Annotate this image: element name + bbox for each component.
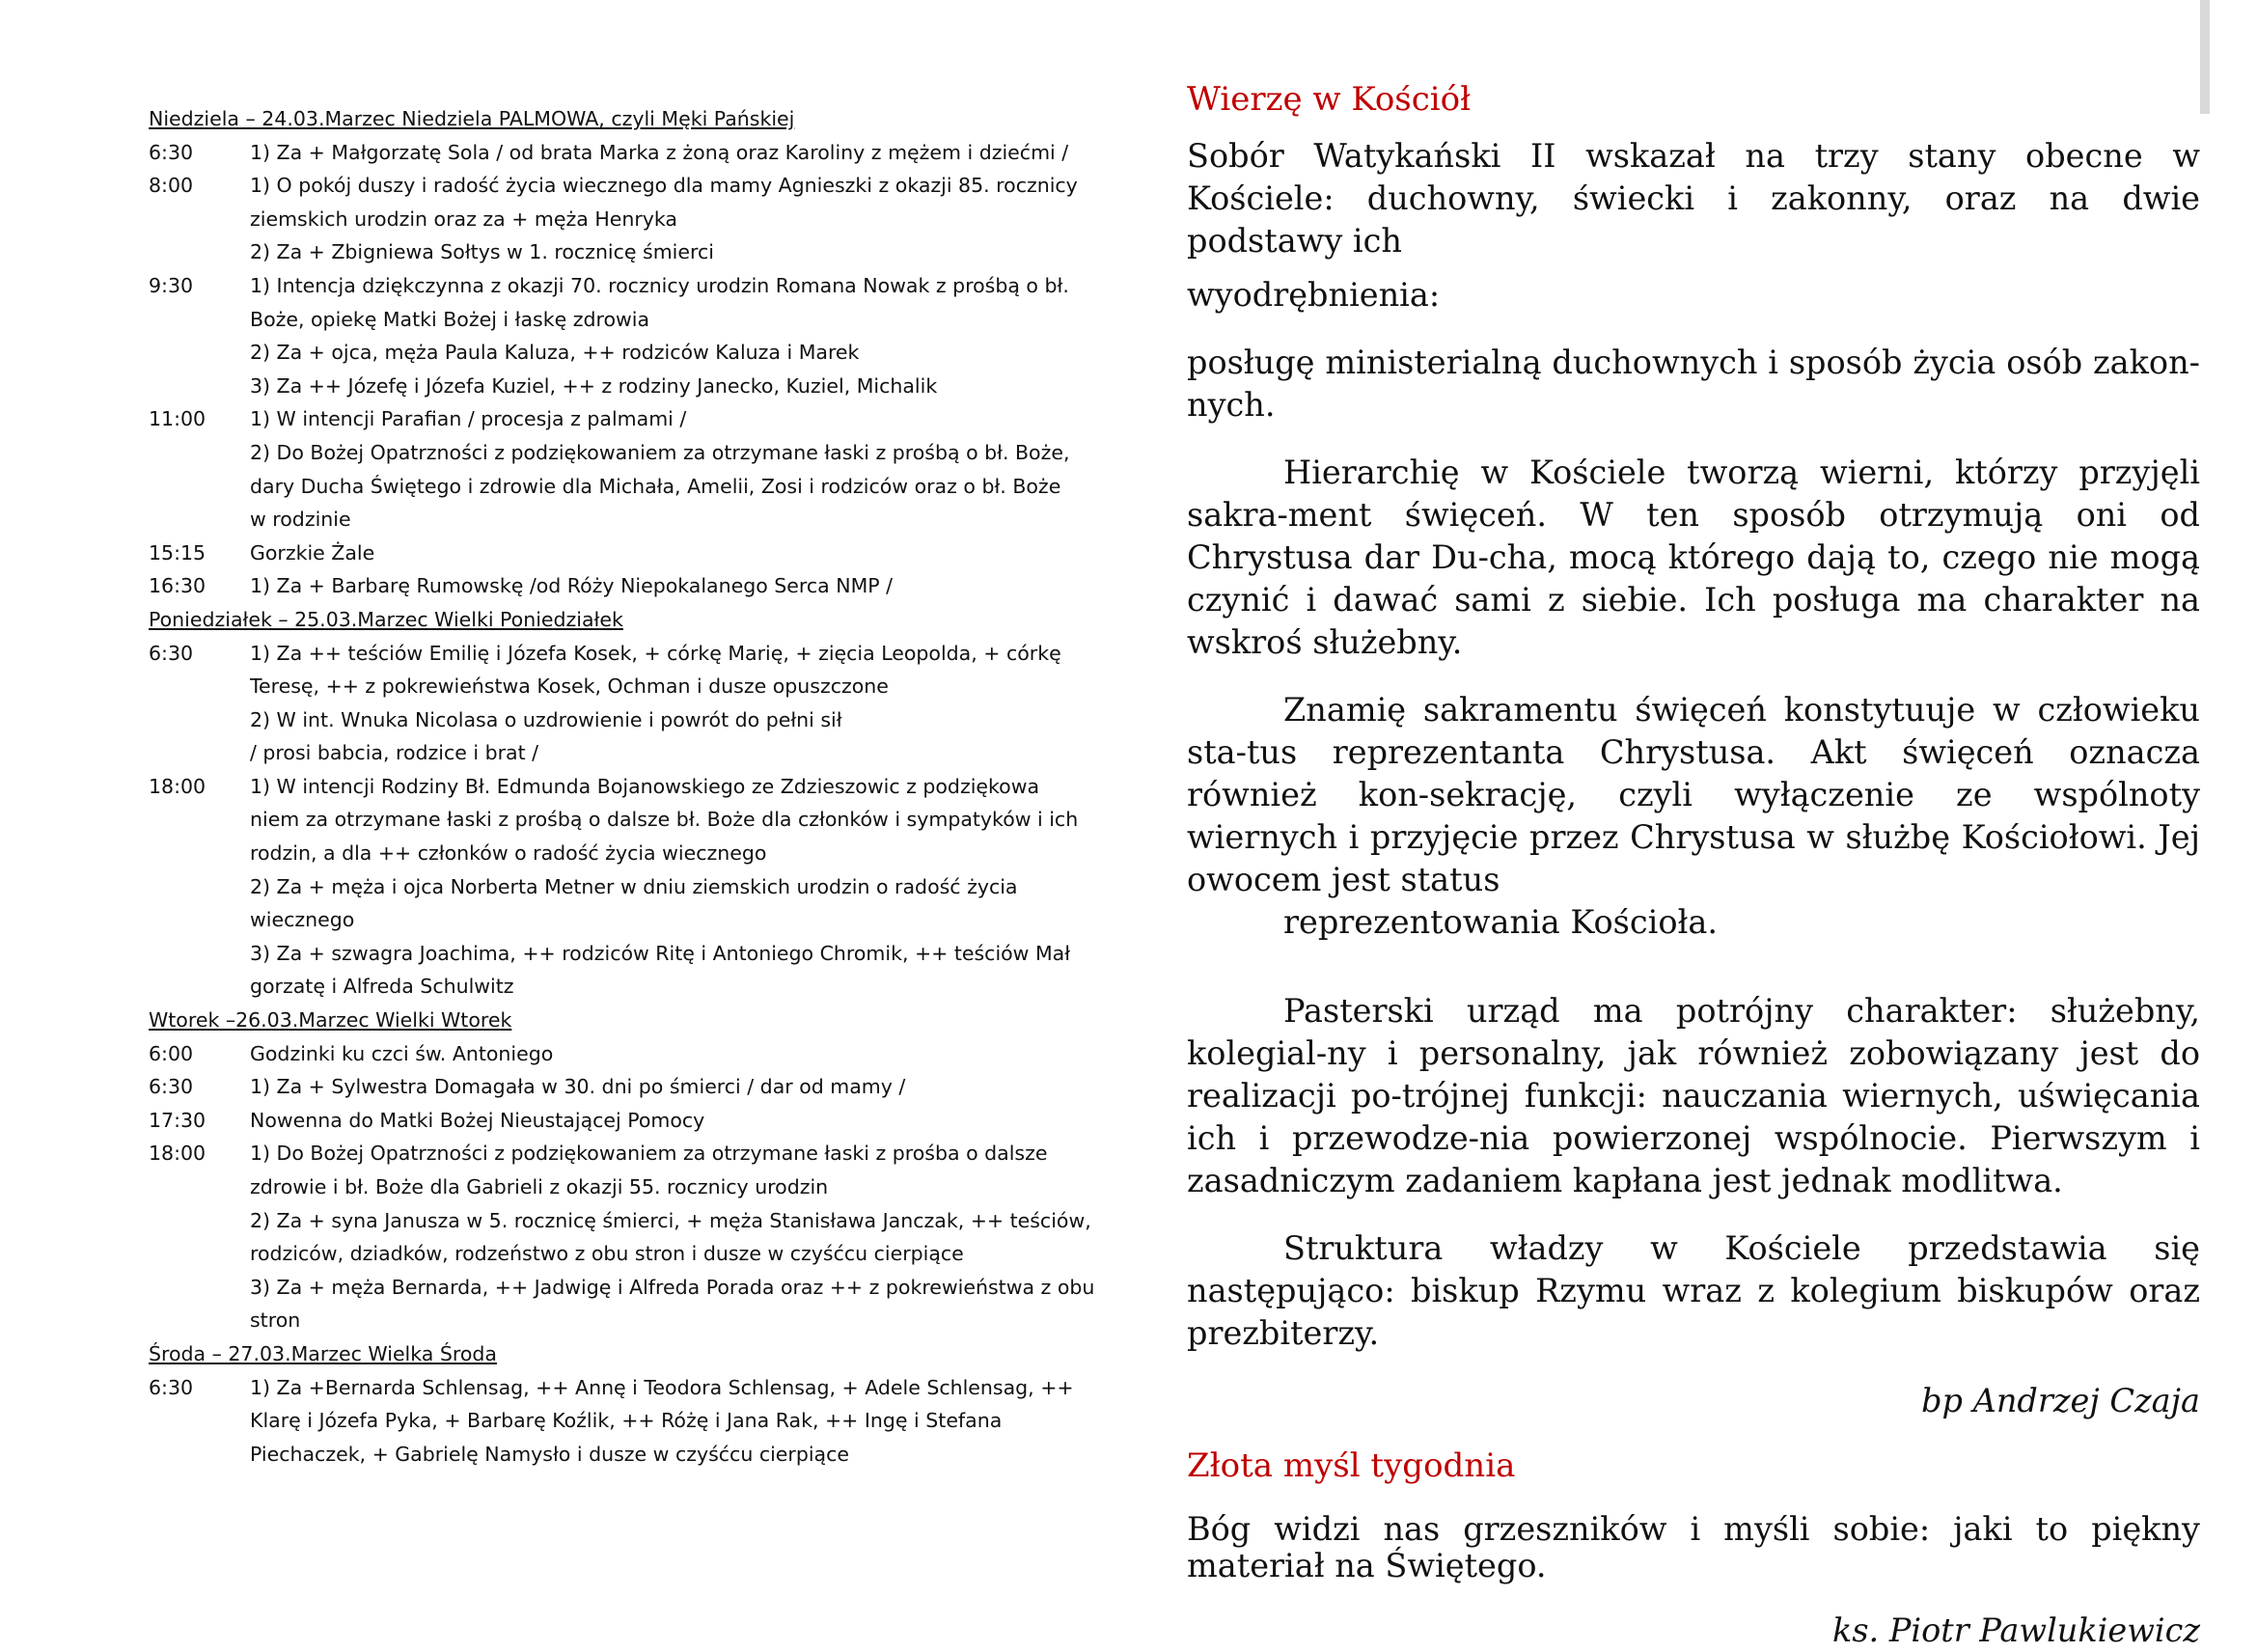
mass-time: 8:00 (149, 174, 194, 198)
intention-line: 1) Za + Małgorzatę Sola / od brata Marka z żoną oraz Karoliny z mężem i dziećmi / (250, 140, 1069, 164)
intention-line: 3) Za ++ Józefę i Józefa Kuziel, ++ z rodziny Janecko, Kuziel, Michalik (250, 373, 938, 398)
mass-intentions (250, 269, 1094, 402)
intention-line: 2) Za + męża i ojca Norberta Metner w dniu ziemskich urodzin o radość życia (250, 874, 1018, 898)
mass-intentions (250, 136, 1094, 170)
article-paragraph-3a: Znamię sakramentu święceń konstytuuje w człowieku sta-tus reprezentanta Chrystusa. Akt święceń oznacza również kon-sekrację, czyli wyłączenie ze wspólnoty wiernych i przyjęcie przez Chrystusa w służbę Kościołowi. Jej owocem jest status (1187, 691, 2200, 898)
mass-time: 18:00 (149, 1142, 206, 1166)
mass-intentions (250, 637, 1094, 770)
mass-entry (149, 136, 1094, 170)
mass-entry (149, 169, 1094, 269)
intention-line: 2) Za + Zbigniewa Sołtys w 1. rocznicę śmierci (250, 240, 714, 264)
mass-entry (149, 537, 1094, 570)
mass-intentions (250, 569, 1094, 603)
mass-entry (149, 1371, 1094, 1472)
intention-line: w rodzinie (250, 508, 351, 532)
mass-schedule (149, 102, 1094, 1471)
intention-line: ziemskich urodzin oraz za + męża Henryka (250, 206, 677, 231)
mass-entry (149, 269, 1094, 402)
intention-line: 1) O pokój duszy i radość życia wiecznego dla mamy Agnieszki z okazji 85. rocznicy (250, 174, 1078, 198)
mass-time: 6:00 (149, 1041, 194, 1065)
thought-text: Bóg widzi nas grzeszników i myśli sobie: jaki to piękny materiał na Świętego. (1187, 1510, 2200, 1584)
mass-time: 6:30 (149, 641, 194, 665)
mass-time: 16:30 (149, 574, 206, 598)
intention-line: 2) Za + ojca, męża Paula Kaluza, ++ rodziców Kaluza i Marek (250, 341, 860, 365)
intention-line: dary Ducha Świętego i zdrowie dla Michała, Amelii, Zosi i rodziców oraz o bł. Boże (250, 474, 1061, 498)
mass-time: 6:30 (149, 1075, 194, 1099)
intention-line: 1) Za ++ teściów Emilię i Józefa Kosek, + córkę Marię, + zięcia Leopolda, + córkę (250, 641, 1061, 665)
article-paragraph-4: Pasterski urząd ma potrójny charakter: służebny, kolegial-ny i personalny, jak również zobowiązany jest do realizacji po-trójnej funkcji: nauczania wiernych, uświęcania ich i przewodze-nia powierzonej wspólnocie. Pierwszym i zasadniczym zadaniem kapłana jest jednak modlitwa. (1187, 992, 2200, 1199)
intention-line: rodzin, a dla ++ członków o radość życia wiecznego (250, 841, 767, 866)
intention-line: 2) W int. Wnuka Nicolasa o uzdrowienie i powrót do pełni sił (250, 707, 842, 731)
scrollbar-thumb[interactable] (2200, 0, 2210, 114)
article-page (1187, 75, 2200, 1652)
intention-line: Boże, opiekę Matki Bożej i łaskę zdrowia (250, 307, 650, 331)
mass-time: 6:30 (149, 140, 194, 164)
intention-line: 3) Za + szwagra Joachima, ++ rodziców Ritę i Antoniego Chromik, ++ teściów Mał (250, 941, 1071, 965)
intention-line: 2) Za + syna Janusza w 5. rocznicę śmierci, + męża Stanisława Janczak, ++ teściów, (250, 1208, 1091, 1232)
intention-line: 1) Za + Barbarę Rumowskę /od Róży Niepokalanego Serca NMP / (250, 574, 894, 598)
day-heading: Niedziela – 24.03.Marzec Niedziela PALMOWA, czyli Męki Pańskiej (149, 107, 795, 130)
mass-entry (149, 1137, 1094, 1337)
intention-line: 2) Do Bożej Opatrzności z podziękowaniem za otrzymane łaski z prośbą o bł. Boże, (250, 440, 1070, 464)
article-signature: bp Andrzej Czaja (1921, 1382, 2200, 1419)
article-paragraph-1c: posługę ministerialną duchownych i sposób życia osób zakon-nych. (1187, 344, 2200, 424)
mass-time: 15:15 (149, 540, 206, 564)
mass-time: 11:00 (149, 407, 206, 431)
article-paragraph-1a: Sobór Watykański II wskazał na trzy stany obecne w Kościele: duchowny, świecki i zakonny, oraz na dwie podstawy ich (1187, 137, 2200, 260)
mass-intentions (250, 537, 1094, 570)
mass-entry (149, 402, 1094, 536)
intention-line: Teresę, ++ z pokrewieństwa Kosek, Ochman i dusze opuszczone (250, 675, 889, 699)
intention-line: Godzinki ku czci św. Antoniego (250, 1041, 554, 1065)
intention-line: 1) W intencji Parafian / procesja z palmami / (250, 407, 687, 431)
article-title: Wierzę w Kościół (1187, 80, 1472, 119)
mass-entry (149, 770, 1094, 1004)
mass-intentions (250, 1070, 1094, 1104)
intention-line: Gorzkie Żale (250, 540, 375, 564)
thought-title: Złota myśl tygodnia (1187, 1446, 1516, 1485)
intention-line: rodziców, dziadków, rodzeństwo z obu stron i dusze w czyśćcu cierpiące (250, 1242, 964, 1266)
mass-intentions (250, 402, 1094, 536)
article-paragraph-5: Struktura władzy w Kościele przedstawia się następująco: biskup Rzymu wraz z kolegium biskupów oraz prezbiterzy. (1187, 1229, 2200, 1352)
mass-time: 6:30 (149, 1375, 194, 1399)
intention-line: zdrowie i bł. Boże dla Gabrieli z okazji 55. rocznicy urodzin (250, 1175, 829, 1198)
intention-line: 1) Za +Bernarda Schlensag, ++ Annę i Teodora Schlensag, + Adele Schlensag, ++ (250, 1375, 1074, 1399)
mass-entry (149, 1104, 1094, 1138)
article-paragraph-1b: wyodrębnienia: (1187, 276, 1441, 314)
thought-signature: ks. Piotr Pawlukiewicz (1832, 1611, 2200, 1649)
article-paragraph-3b: reprezentowania Kościoła. (1283, 903, 1718, 941)
intention-line: 1) Za + Sylwestra Domagała w 30. dni po śmierci / dar od mamy / (250, 1075, 906, 1099)
article-paragraph-2: Hierarchię w Kościele tworzą wierni, którzy przyjęli sakra-ment święceń. W ten sposób otrzymują oni od Chrystusa dar Du-cha, mocą którego dają to, czego nie mogą czynić i dawać sami z siebie. Ich posługa ma charakter na wskroś służebny. (1187, 454, 2200, 661)
intention-line: 3) Za + męża Bernarda, ++ Jadwigę i Alfreda Porada oraz ++ z pokrewieństwa z obu (250, 1275, 1095, 1299)
intention-line: / prosi babcia, rodzice i brat / (250, 741, 539, 765)
mass-entry (149, 569, 1094, 603)
mass-intentions (250, 1037, 1094, 1071)
intention-line: Nowenna do Matki Bożej Nieustającej Pomocy (250, 1108, 705, 1132)
mass-intentions (250, 1104, 1094, 1138)
mass-intentions (250, 1137, 1094, 1337)
day-heading: Wtorek –26.03.Marzec Wielki Wtorek (149, 1008, 512, 1032)
mass-entry (149, 1037, 1094, 1071)
mass-time: 9:30 (149, 273, 194, 297)
intention-line: Klarę i Józefa Pyka, + Barbarę Koźlik, ++ Różę i Jana Rak, ++ Ingę i Stefana (250, 1409, 1003, 1433)
mass-time: 18:00 (149, 774, 206, 798)
intention-line: 1) Do Bożej Opatrzności z podziękowaniem za otrzymane łaski z prośba o dalsze (250, 1142, 1048, 1166)
mass-entry (149, 1070, 1094, 1104)
intention-line: 1) Intencja dziękczynna z okazji 70. rocznicy urodzin Romana Nowak z prośbą o bł. (250, 273, 1069, 297)
day-heading: Poniedziałek – 25.03.Marzec Wielki Poniedziałek (149, 607, 623, 631)
mass-intentions (250, 770, 1094, 1004)
day-heading: Środa – 27.03.Marzec Wielka Środa (149, 1341, 497, 1365)
intention-line: gorzatę i Alfreda Schulwitz (250, 975, 514, 999)
intention-line: niem za otrzymane łaski z prośbą o dalsze bł. Boże dla członków i sympatyków i ich (250, 808, 1079, 832)
mass-time: 17:30 (149, 1108, 206, 1132)
intention-line: stron (250, 1308, 301, 1333)
intention-line: Piechaczek, + Gabrielę Namysło i dusze w czyśćcu cierpiące (250, 1442, 849, 1466)
intention-line: 1) W intencji Rodziny Bł. Edmunda Bojanowskiego ze Zdzieszowic z podziękowa (250, 774, 1040, 798)
intention-line: wiecznego (250, 908, 355, 932)
mass-intentions (250, 1371, 1094, 1472)
mass-entry (149, 637, 1094, 770)
mass-intentions (250, 169, 1094, 269)
